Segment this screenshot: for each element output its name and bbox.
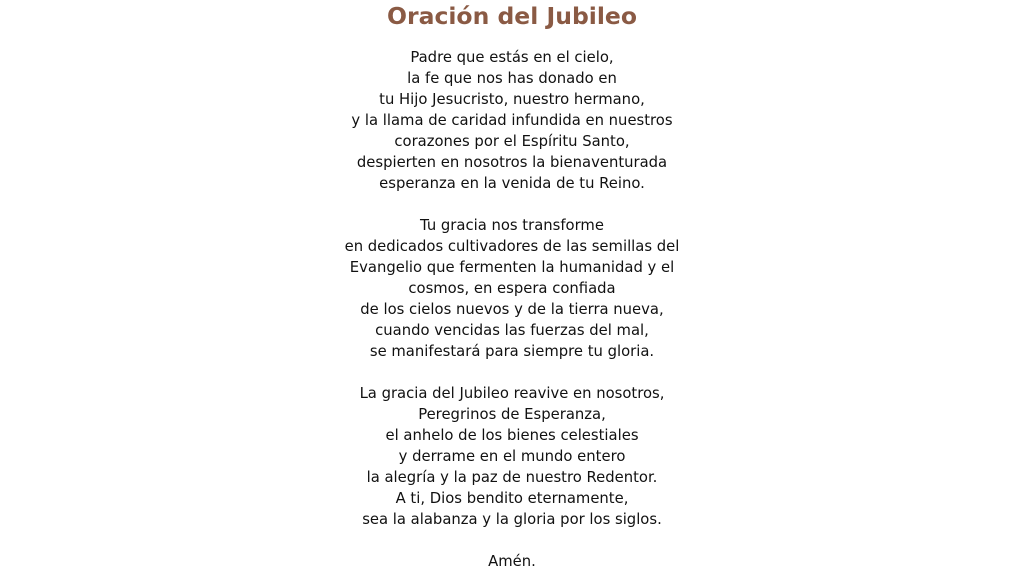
stanza-line: corazones por el Espíritu Santo, <box>394 133 630 150</box>
stanza-1 <box>0 47 1024 194</box>
stanza-line: y la llama de caridad infundida en nuestros <box>351 112 673 129</box>
stanza-line: Evangelio que fermenten la humanidad y el <box>349 259 675 276</box>
stanza-2 <box>0 215 1024 362</box>
stanza-line: sea la alabanza y la gloria por los siglos. <box>362 511 662 528</box>
stanza-line: la fe que nos has donado en <box>407 70 617 87</box>
stanza-line: cuando vencidas las fuerzas del mal, <box>375 322 649 339</box>
closing-line: Amén. <box>488 553 536 570</box>
stanza-line: de los cielos nuevos y de la tierra nueva, <box>360 301 664 318</box>
stanza-line: Padre que estás en el cielo, <box>410 49 614 66</box>
stanza-line: el anhelo de los bienes celestiales <box>385 427 639 444</box>
stanza-line: se manifestará para siempre tu gloria. <box>369 343 655 360</box>
stanza-line: despierten en nosotros la bienaventurada <box>356 154 668 171</box>
stanza-line: y derrame en el mundo entero <box>398 448 626 465</box>
stanza-line: A ti, Dios bendito eternamente, <box>395 490 629 507</box>
stanza-line: cosmos, en espera confiada <box>408 280 616 297</box>
stanza-3 <box>0 383 1024 530</box>
stanza-line: en dedicados cultivadores de las semillas del <box>344 238 680 255</box>
closing-amen <box>0 551 1024 572</box>
prayer-title: Oración del Jubileo <box>387 2 637 30</box>
stanza-line: Peregrinos de Esperanza, <box>418 406 606 423</box>
stanza-line: esperanza en la venida de tu Reino. <box>379 175 645 192</box>
stanza-line: tu Hijo Jesucristo, nuestro hermano, <box>379 91 645 108</box>
stanza-line: la alegría y la paz de nuestro Redentor. <box>366 469 658 486</box>
stanza-line: La gracia del Jubileo reavive en nosotros, <box>359 385 665 402</box>
prayer-body <box>0 47 1024 572</box>
stanza-line: Tu gracia nos transforme <box>420 217 604 234</box>
